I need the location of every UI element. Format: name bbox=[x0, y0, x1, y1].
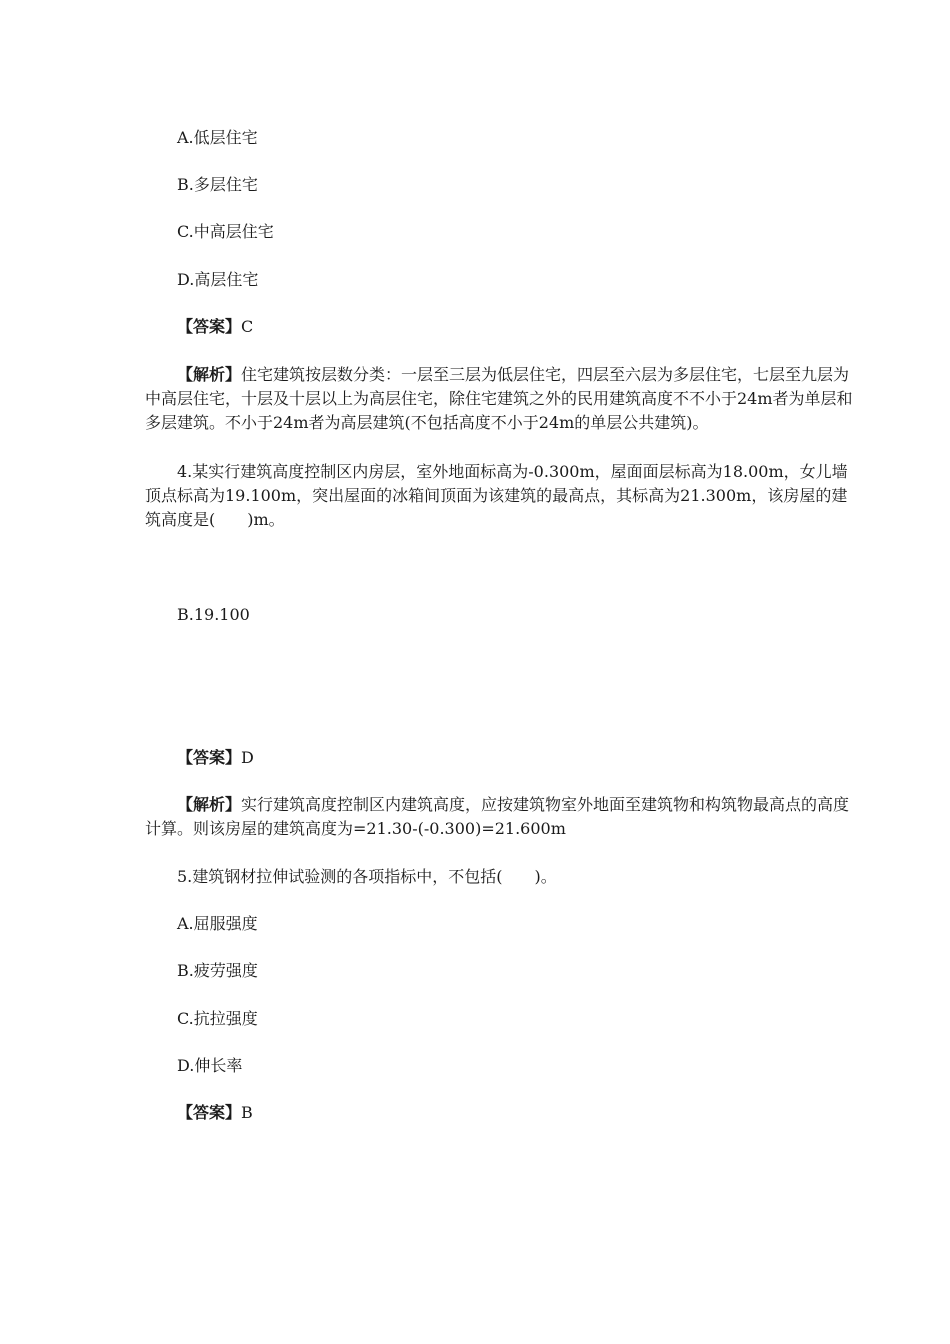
q5-option-a: A.屈服强度 bbox=[177, 914, 258, 933]
analysis-label: 【解析】 bbox=[177, 365, 242, 384]
analysis-text: 住宅建筑按层数分类：一层至三层为低层住宅，四层至六层为多层住宅，七层至九层为中高层住宅，十层及十层以上为高层住宅，除住宅建筑之外的民用建筑高度不不小于24m者为单层和多层建筑。不小于24m者为高层建筑(不包括高度不小于24m的单层公共建筑)。 bbox=[145, 365, 853, 432]
q5-option-d: D.伸长率 bbox=[177, 1056, 243, 1075]
q3-answer bbox=[177, 315, 253, 339]
answer-value: C bbox=[241, 317, 254, 336]
q4-answer bbox=[177, 746, 254, 770]
answer-label: 【答案】 bbox=[177, 748, 242, 767]
q5-option-b: B.疲劳强度 bbox=[177, 961, 258, 980]
q5-option-c: C.抗拉强度 bbox=[177, 1009, 258, 1028]
q3-option-a: A.低层住宅 bbox=[177, 128, 258, 147]
q4-option-b: B.19.100 bbox=[177, 605, 250, 624]
analysis-label: 【解析】 bbox=[177, 795, 242, 814]
q3-option-b: B.多层住宅 bbox=[177, 175, 258, 194]
q5-answer bbox=[177, 1101, 253, 1125]
q3-analysis bbox=[145, 363, 857, 435]
q3-option-c: C.中高层住宅 bbox=[177, 222, 274, 241]
q3-option-d: D.高层住宅 bbox=[177, 270, 259, 289]
answer-label: 【答案】 bbox=[177, 317, 242, 336]
analysis-text: 实行建筑高度控制区内建筑高度，应按建筑物室外地面至建筑物和构筑物最高点的高度计算。则该房屋的建筑高度为=21.30-(-0.300)=21.600m bbox=[145, 795, 850, 838]
q4-analysis bbox=[145, 793, 857, 841]
answer-label: 【答案】 bbox=[177, 1103, 242, 1122]
answer-value: B bbox=[241, 1103, 253, 1122]
q4-question: 4.某实行建筑高度控制区内房层，室外地面标高为-0.300m，屋面面层标高为18.00m，女儿墙顶点标高为19.100m，突出屋面的冰箱间顶面为该建筑的最高点，其标高为21.300m，该房屋的建筑高度是( )m。 bbox=[145, 462, 848, 529]
answer-value: D bbox=[241, 748, 254, 767]
q5-question: 5.建筑钢材拉伸试验测的各项指标中，不包括( )。 bbox=[177, 867, 557, 886]
